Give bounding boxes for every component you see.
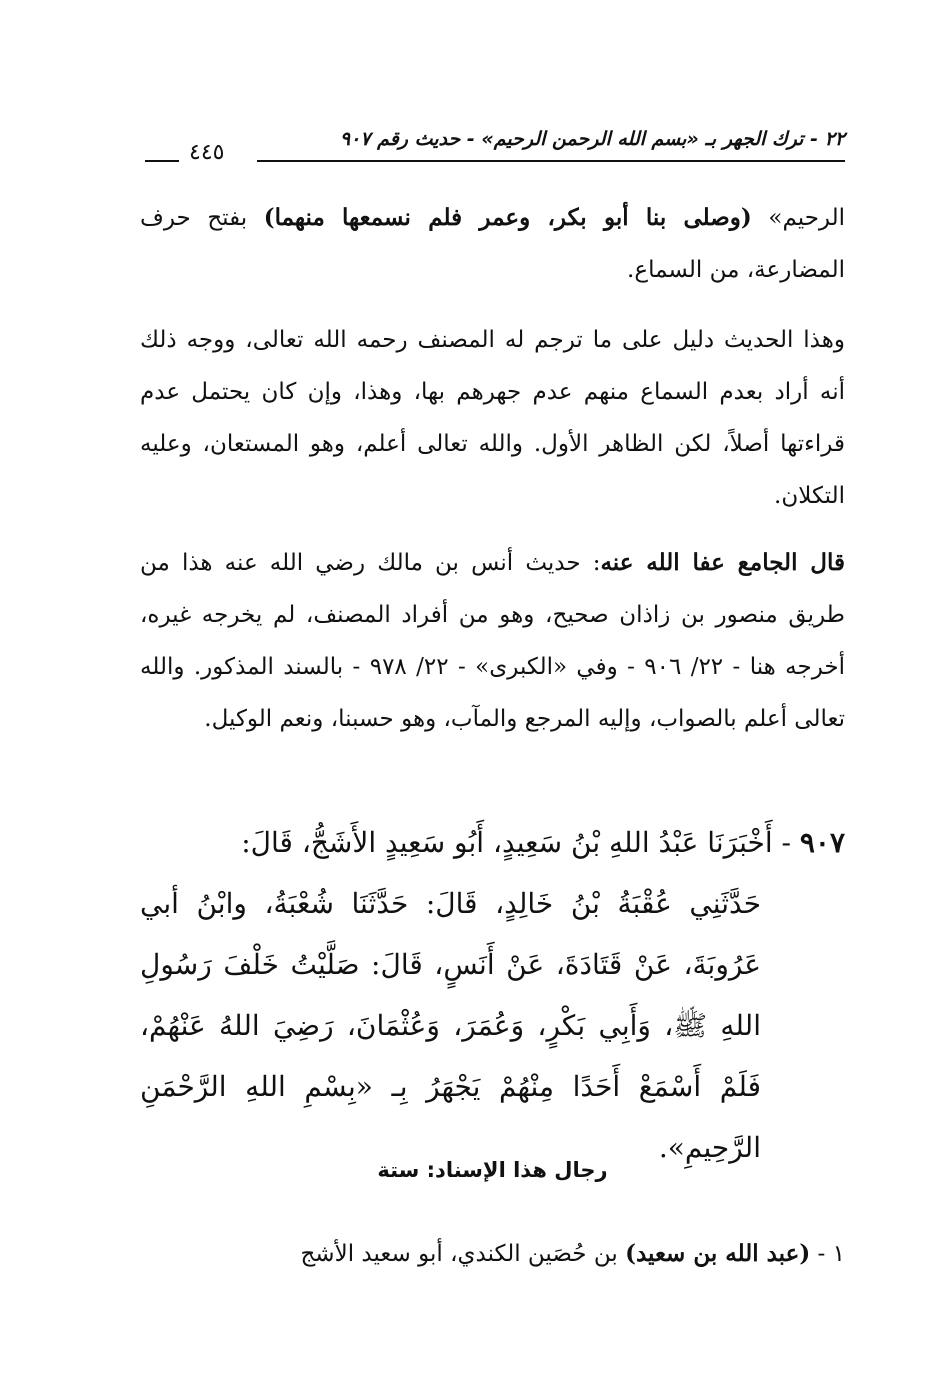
commentary-paragraph-1 (140, 192, 845, 296)
compiler-note-text: : حديث أنس بن مالك رضي الله عنه هذا من طريق منصور بن زاذان صحيح، وهو من أفراد المصنف، لم يخرجه غيره، أخرجه هنا - ٢٢/ ٩٠٦ - وفي «الكبرى» - ٢٢/ ٩٧٨ - بالسند المذكور. والله تعالى أعلم بالصواب، وإليه المرجع والمآب، وهو حسبنا، ونعم الوكيل. (140, 550, 846, 732)
hadith-body: حَدَّثَنِي عُقْبَةُ بْنُ خَالِدٍ، قَالَ: حَدَّثَنَا شُعْبَةُ، وابْنُ أبي عَرُوبَةَ، عَنْ قَتَادَةَ، عَنْ أَنَسٍ، قَالَ: صَلَّيْتُ خَلْفَ رَسُولِ اللهِ ﷺ، وَأَبِي بَكْرٍ، وَعُمَرَ، وَعُثْمَانَ، رَضِيَ اللهُ عَنْهُمْ، فَلَمْ أَسْمَعْ أَحَدًا مِنْهُمْ يَجْهَرُ بِـ «بِسْمِ اللهِ الرَّحْمَنِ الرَّحِيمِ». (140, 887, 761, 1164)
para1-quoted-text: (وصلى بنا أبو بكر، وعمر فلم نسمعها منهما) (263, 204, 752, 231)
hadith-text (140, 812, 845, 1178)
narrator-name: (عبد الله بن سعيد) (625, 1240, 811, 1267)
commentary-paragraph-2: وهذا الحديث دليل على ما ترجم له المصنف رحمه الله تعالى، ووجه ذلك أنه أراد بعدم السماع منهم عدم جهرهم بها، وهذا، وإن كان يحتمل عدم قراءتها أصلاً، لكن الظاهر الأول. والله تعالى أعلم، وهو المستعان، وعليه التكلان. (140, 327, 845, 509)
para1-start: الرحيم» (751, 205, 846, 231)
compiler-note-paragraph (140, 537, 845, 745)
section-heading: رجال هذا الإسناد: ستة (377, 1158, 608, 1182)
page-number: ٤٤٥ (189, 140, 225, 165)
hadith-number: ٩٠٧ (799, 826, 845, 859)
narrator-details: بن حُصَين الكندي، أبو سعيد الأشج (300, 1241, 626, 1267)
narrator-paragraph (140, 1228, 845, 1280)
running-header (145, 128, 845, 168)
header-rule (257, 160, 845, 162)
page-number-dash (145, 160, 179, 162)
compiler-note-lead: قال الجامع عفا الله عنه (600, 549, 845, 576)
narrator-index: ١ - (810, 1241, 845, 1267)
hadith-first-line: - أَخْبَرَنَا عَبْدُ اللهِ بْنُ سَعِيدٍ، أَبُو سَعِيدٍ الأَشَجُّ، قَالَ: (241, 826, 800, 859)
para1-end: بفتح حرف المضارعة، من السماع. (140, 205, 845, 283)
chapter-title: ٢٢ - ترك الجهر بـ «بسم الله الرحمن الرحيم» - حديث رقم ٩٠٧ (339, 128, 845, 150)
